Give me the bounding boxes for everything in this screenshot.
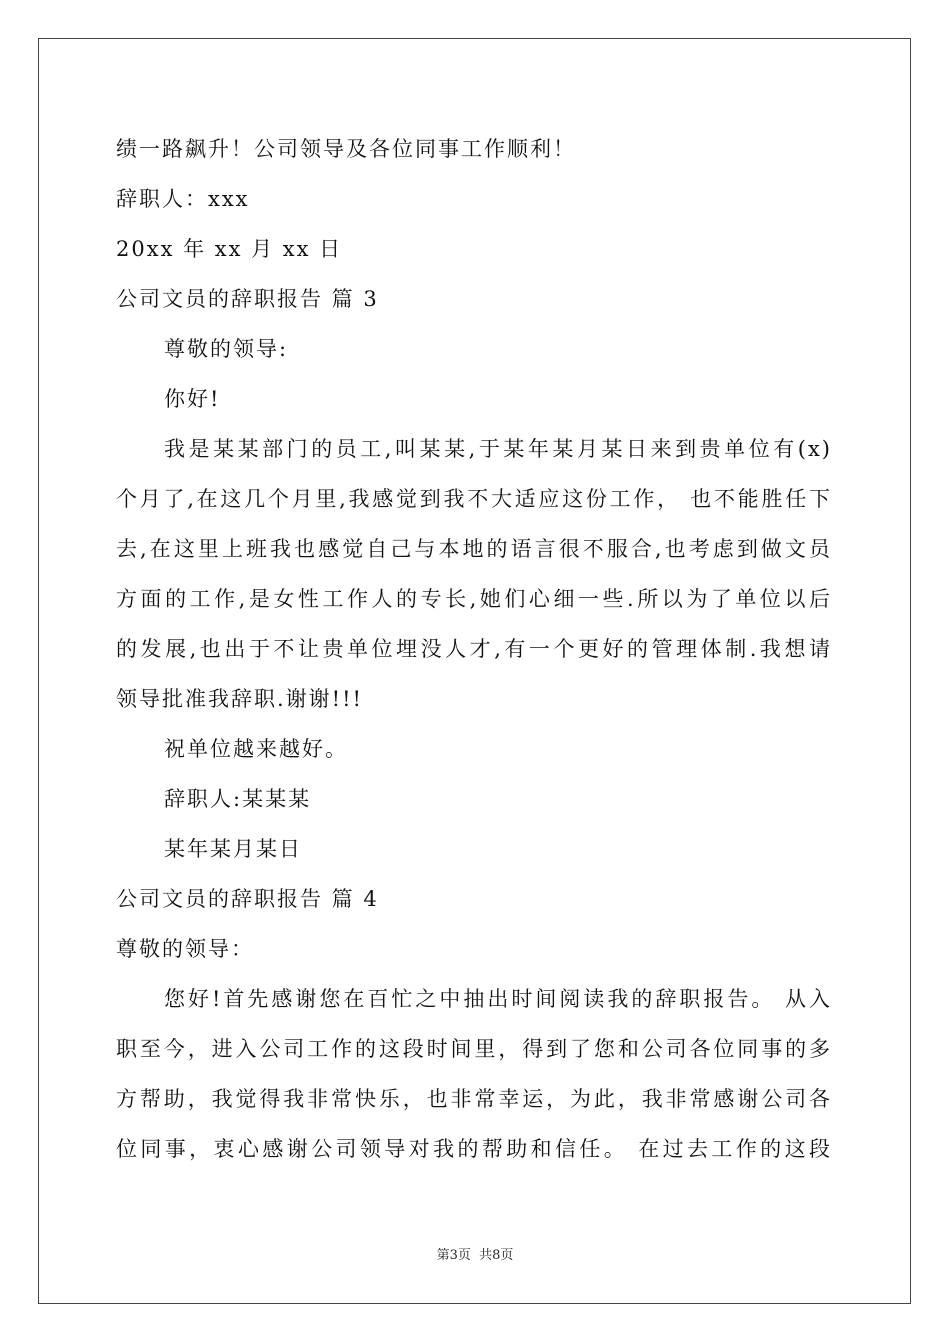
date-line: 20xx 年 xx 月 xx 日: [116, 237, 343, 261]
paragraph-line: 您好!首先感谢您在百忙之中抽出时间阅读我的辞职报告。 从入: [164, 987, 832, 1011]
paragraph-line: 方帮助，我觉得我非常快乐，也非常幸运，为此，我非常感谢公司各: [116, 1087, 832, 1111]
paragraph-line: 我是某某部门的员工,叫某某,于某年某月某日来到贵单位有(x): [164, 437, 832, 461]
page-footer: [0, 1244, 950, 1263]
salutation: 尊敬的领导:: [164, 337, 289, 361]
page-total: 共8页: [479, 1248, 514, 1263]
signature-line: 辞职人:某某某: [164, 787, 312, 811]
paragraph-line: 位同事，衷心感谢公司领导对我的帮助和信任。 在过去工作的这段: [116, 1137, 832, 1161]
greeting: 你好!: [164, 387, 221, 411]
paragraph-line: 方面的工作,是女性工作人的专长,她们心细一些.所以为了单位以后: [116, 587, 832, 611]
signature-line: 辞职人：xxx: [116, 187, 250, 211]
paragraph-line: 职至今，进入公司工作的这段时间里，得到了您和公司各位同事的多: [116, 1037, 832, 1061]
salutation: 尊敬的领导：: [116, 937, 254, 961]
closing-wish: 祝单位越来越好。: [164, 737, 348, 761]
paragraph-line: 的发展,也出于不让贵单位埋没人才,有一个更好的管理体制.我想请: [116, 637, 832, 661]
text-line: 绩一路飙升！公司领导及各位同事工作顺利！: [116, 137, 576, 161]
paragraph-line: 个月了,在这几个月里,我感觉到我不大适应这份工作， 也不能胜任下: [116, 487, 832, 511]
page-number: 第3页: [436, 1248, 471, 1263]
section-title: 公司文员的辞职报告 篇 3: [116, 287, 379, 311]
page-border: [38, 38, 911, 1304]
paragraph-line: 去,在这里上班我也感觉自己与本地的语言很不服合,也考虑到做文员: [116, 537, 832, 561]
paragraph-line: 领导批准我辞职.谢谢!!!: [116, 687, 363, 711]
date-line: 某年某月某日: [164, 837, 302, 861]
section-title: 公司文员的辞职报告 篇 4: [116, 887, 379, 911]
